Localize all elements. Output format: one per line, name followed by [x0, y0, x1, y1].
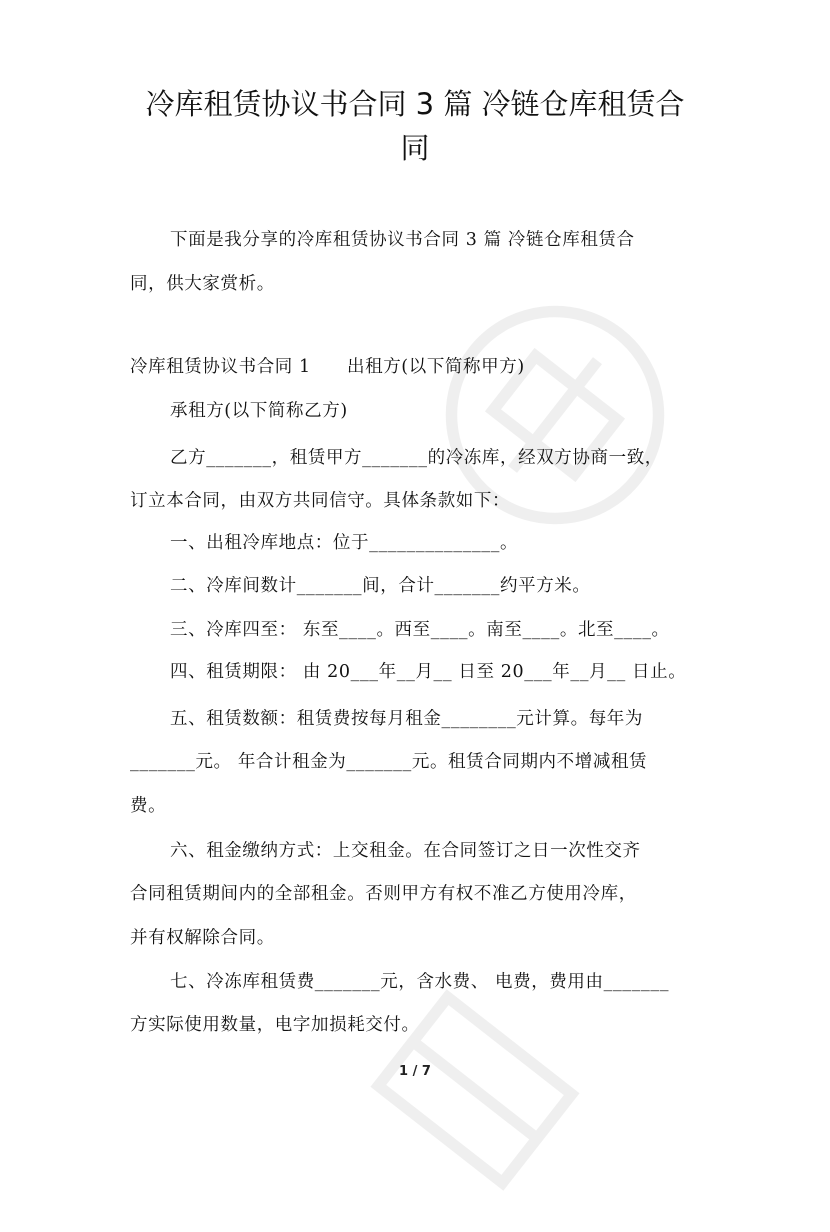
clause-line: 四、租赁期限： 由 20___年__月__ 日至 20___年__月__ 日止。 — [170, 662, 687, 682]
contract-heading: 冷库租赁协议书合同 1 出租方(以下简称甲方) — [130, 357, 525, 377]
title-line: 冷库租赁协议书合同 3 篇 冷链仓库租赁合 — [145, 87, 685, 121]
page-number: 1 / 7 — [399, 1064, 431, 1079]
intro-paragraph: 同，供大家赏析。 — [130, 274, 275, 294]
clause-line: 并有权解除合同。 — [130, 928, 275, 948]
clause-line: 合同租赁期间内的全部租金。否则甲方有权不准乙方使用冷库， — [130, 884, 637, 904]
clause-line: 七、冷冻库租赁费_______元，含水费、 电费，费用由_______ — [170, 972, 670, 992]
clause-line: _______元。 年合计租金为_______元。租赁合同期内不增减租赁 — [130, 752, 648, 772]
intro-paragraph: 下面是我分享的冷库租赁协议书合同 3 篇 冷链仓库租赁合 — [170, 230, 635, 250]
clause-line: 一、出租冷库地点：位于______________。 — [170, 533, 519, 553]
clause-line: 费。 — [130, 796, 167, 816]
title-line: 同 — [400, 131, 430, 165]
clause-line: 方实际使用数量，电字加损耗交付。 — [130, 1015, 420, 1035]
document-title — [110, 82, 720, 170]
clause-line: 二、冷库间数计_______间，合计_______约平方米。 — [170, 576, 591, 596]
clause-line: 六、租金缴纳方式：上交租金。在合同签订之日一次性交齐 — [170, 841, 641, 861]
paragraph-line: 乙方_______，租赁甲方_______的冷冻库，经双方协商一致， — [170, 448, 663, 468]
paragraph-line: 订立本合同，由双方共同信守。具体条款如下： — [130, 491, 511, 511]
lessee-line: 承租方(以下简称乙方) — [170, 401, 348, 421]
clause-line: 三、冷库四至： 东至____。西至____。南至____。北至____。 — [170, 620, 670, 640]
clause-line: 五、租赁数额：租赁费按每月租金________元计算。每年为 — [170, 709, 643, 729]
watermark-icon — [394, 254, 717, 577]
